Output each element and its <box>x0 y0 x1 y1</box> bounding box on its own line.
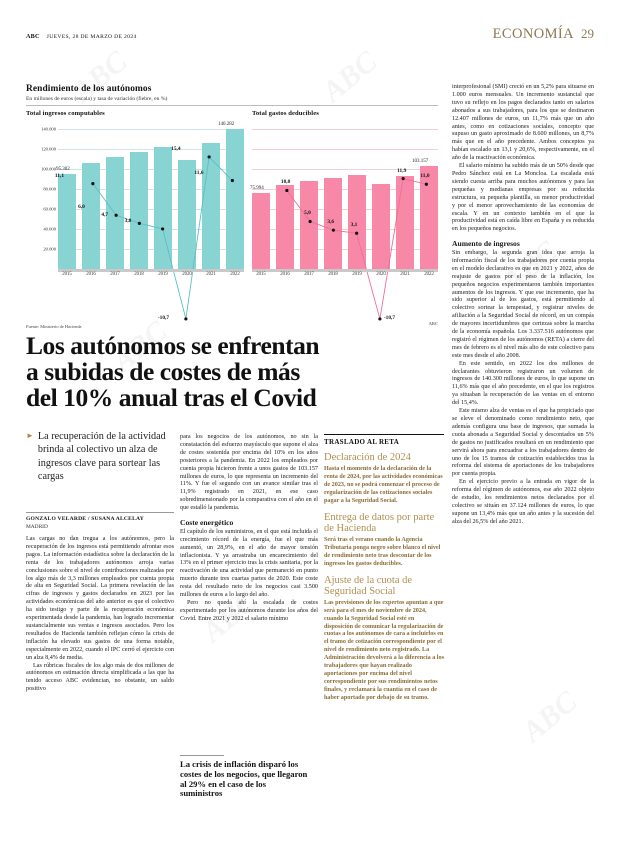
section-title: ECONOMÍA <box>492 26 574 42</box>
trend-point <box>332 229 335 232</box>
trend-point <box>184 317 187 320</box>
trend-point <box>425 183 428 186</box>
sidebar-item <box>324 452 444 506</box>
x-axis-tick: 2019 <box>352 272 362 277</box>
x-axis-tick: 2021 <box>400 272 410 277</box>
subheading-coste-energetico: Coste energético <box>180 518 234 528</box>
masthead-brand: ABC <box>26 33 40 40</box>
trend-value-label: 11,0 <box>420 173 430 180</box>
trend-value-label: 3,8 <box>124 217 132 224</box>
x-axis-tick: 2020 <box>182 272 192 277</box>
x-axis-tick: 2017 <box>110 272 120 277</box>
trend-point <box>355 232 358 235</box>
trend-value-label: 6,0 <box>78 204 85 211</box>
sidebar-item-heading: Ajuste de la cuota de Seguridad Social <box>324 574 413 597</box>
x-axis-tick: 2022 <box>424 272 434 277</box>
headline-line-3: del 10% anual tras el Covid <box>26 383 317 412</box>
byline <box>26 512 174 530</box>
sidebar-item <box>324 575 444 703</box>
trend-value-label: 3,1 <box>350 222 358 229</box>
sidebar-item-heading: Declaración de 2024 <box>324 452 411 463</box>
y-axis-left <box>26 119 58 269</box>
x-axis-tick: 2015 <box>256 272 266 277</box>
bar-value-label: 95.302 <box>56 166 70 172</box>
chart-ingresos <box>26 110 244 321</box>
trend-point <box>285 189 288 192</box>
byline-authors: GONZALO VELARDE / SUSANA ALCELAY <box>26 516 144 522</box>
sidebar-item-text: Hasta el momento de la declaración de la renta de 2024, por las actividades económicas de 2023, no se podrá comenzar el proceso de regularización de las cotizaciones sociales pagar a la Seguridad Social. <box>324 466 443 504</box>
trend-point <box>115 214 118 217</box>
trend-point <box>231 179 234 182</box>
headline-line-2: a subidas de costes de más <box>26 357 300 386</box>
paragraph: En el ejercicio previo a la entrada en vigor de la reforma del régimen de autónomos, ese año 2022 objeto de estudio, los rendimientos netos declarados por el colectivo se situán en 37.124 millones de euros, lo que supone un 13,4% más que un año antes y la sucesión del alza del 26,5% del año 2021. <box>452 479 594 525</box>
byline-divider <box>26 512 174 513</box>
bar-value-label: 140.282 <box>218 121 235 127</box>
trend-value-label: 3,6 <box>327 219 335 226</box>
x-axis-tick: 2015 <box>62 272 72 277</box>
x-axis-tick: 2017 <box>304 272 314 277</box>
body-column-1 <box>26 536 174 694</box>
paragraph: interprofesional (SMI) creció en un 5,2% para situarse en 1.000 euros mensuales. Un incremento sustancial que tuvo su reflejo en los pagos declarados tanto en salarios abonados a sus trabajadores, para los que se destinaron 12.407 millones de euros, un 11,7% más que un año antes, como en cotizaciones sociales, concepto que supuso un gasto aproximado de 8.600 millones, un 8,7% más que en el año precedente. Ambos conceptos ya habían escalado un 13,1 y 20,6%, respectivamente, en el año de la reactivación económica. <box>452 84 594 162</box>
bar-value-label: 75.994 <box>250 186 264 192</box>
trend-point <box>402 177 405 180</box>
trend-point <box>91 182 94 185</box>
x-axis-tick: 2022 <box>230 272 240 277</box>
byline-city: MADRID <box>26 524 48 530</box>
paragraph: El salario mínimo ha subido más de un 50% desde que Pedro Sánchez está en La Moncloa. La escalada está siendo cuesta arriba para muchos autónomos y para las pequeñas y medianas empresas por su reducida estructura, su pequeña plantilla, su menor productividad y por el menor aprovechamiento de las economías de escala. Y en un contexto también en el que la productividad está en caída libre en España y es reducida en los pequeños negocios. <box>452 163 594 233</box>
paragraph: Sin embargo, la segunda gran idea que arroja la información fiscal de los trabajadores por cuenta propia en el modelo declarativo es que en 2021 y 2022, años de reajuste de gastos por el peso de la inflación, los pequeños negocios experimentaron también importantes aumentos de los ingresos. Y que ese incremento, que ha sido superior al de los gastos, está permitiendo al colectivo sortear la tempestad, y registrar niveles de afiliación a la Seguridad Social de récord, en un compás de mayores incertidumbres que certezas sobre la marcha de la economía española. Los 3.337.516 autónomos que registró el régimen de los autónomos (RETA) a cierre del mes de febrero es el nivel más alto de este colectivo para este mes desde el año 2008. <box>452 249 594 359</box>
y-axis-tick: 20.000 <box>43 246 56 252</box>
trend-polyline <box>287 179 427 319</box>
trend-value-label: 11,9 <box>397 167 407 174</box>
page-number: 29 <box>581 26 594 41</box>
x-axis-left <box>58 272 244 277</box>
trend-point <box>378 317 381 320</box>
paragraph: para los negocios de los autónomos, no sin la constatación del esfuerzo mayúsculo que supone el alza de costes sostenida por encima del 10% en los años posteriores a la pandemia. En 2022 los empleados por cuenta propia hicieron frente a unos gastos de 103.157 millones de euros, lo que representa un incremento del 11%. Y fue el segundo con un avance similar tras el 11,9% registrado en 2021, en ese caso sobredimensionado por la comparativa con el año en el que estalló la pandemia. <box>180 434 318 512</box>
subheading-aumento-de-ingresos: Aumento de ingresos <box>452 239 520 249</box>
trend-value-label: -10,7 <box>383 314 396 321</box>
x-axis-tick: 2016 <box>86 272 96 277</box>
trend-value-label: 15,4 <box>171 145 181 152</box>
sidebar-traslado-al-reta <box>324 434 444 703</box>
pull-quote-text: La crisis de inflación disparó los costes de los negocios, que llegaron al 29% en el caso de los suministros <box>180 759 308 799</box>
masthead <box>26 26 594 43</box>
trend-point <box>138 222 141 225</box>
page-headline <box>26 333 318 411</box>
trend-value-label: 10,0 <box>280 179 291 186</box>
trend-point <box>208 155 211 158</box>
trend-point <box>309 220 312 223</box>
chart-gastos <box>250 110 438 321</box>
paragraph: En este sentido, en 2022 los dos millones de declarantes obtuvieron registraron un volumen de ingresos de 140.300 millones de euros, lo que supone un 11,6% más que el año precedente, en el que los registros ya situaban la recuperación de las ventas en el entorno del 15,4%. <box>452 360 594 407</box>
body-column-4 <box>452 84 594 527</box>
x-axis-tick: 2016 <box>280 272 290 277</box>
sidebar-item-text: Será tras el verano cuando la Agencia Tributaria ponga negro sobre blanco el nivel de rendimiento neto tras descontar de los ingresos los gastos deducibles. <box>324 536 441 567</box>
paragraph: Las rúbricas fiscales de los algo más de dos millones de autónomos en estimación directa simplificada a las que ha tenido acceso ABC evidencian, no obstante, un saldo positivo <box>26 662 174 693</box>
sidebar-item <box>324 512 444 569</box>
source-brand: ABC <box>428 321 438 326</box>
charts-row <box>26 110 438 321</box>
watermark <box>516 685 584 750</box>
graphic-subtitle: En millones de euros (escala) y tasa de variación (fiebre, en %) <box>26 96 168 102</box>
x-axis-tick: 2020 <box>376 272 386 277</box>
trend-value-label: -10,7 <box>157 314 170 321</box>
trend-line-left <box>58 119 244 337</box>
sidebar-item-heading: Entrega de datos por parte de Hacienda <box>324 511 435 534</box>
y-axis-tick: 60.000 <box>43 206 56 212</box>
trend-value-label: 11,6 <box>194 169 204 176</box>
paragraph: Las cargas no dan tregua a los autónomos, pero la recuperación de los ingresos está permitiendo afrontar esos pagos. La información estadística sobre la declaración de la renta de los trabajadores autónomos arroja varias conclusiones sobre el nivel de contribuciones realizadas por los algo más de 3,3 millones empleados por cuenta propia de alta en Seguridad Social. La primera revelación de las cifras de ingresos y gastos declarados en 2023 por las actividades económicas del año anterior es que el colectivo ha sido testigo y parte de la recuperación económica experimentada desde la pandemia, han logrado incrementar sustancialmente sus ventas e ingresos asociados. Pero los resultados de Hacienda también reflejan cómo la crisis de inflación ha elevado sus gastos de una forma notable, especialmente en 2022, cuando el IPC cerró el ejercicio con un alza 8,4% de media. <box>26 536 174 661</box>
lead-paragraph <box>26 430 174 484</box>
source-note: Fuente: Ministerio de Hacienda <box>26 324 82 329</box>
x-axis-tick: 2021 <box>206 272 216 277</box>
body-column-2 <box>180 434 318 624</box>
pull-quote <box>180 755 310 799</box>
chart-right-title: Total gastos deducibles <box>252 110 319 117</box>
paragraph: Pero no queda ahí la escalada de costes experimentado por los autónomos durante los años del Covid. Entre 2021 y 2022 el salario mínimo <box>180 599 318 622</box>
chart-left-title: Total ingresos computables <box>26 110 105 117</box>
y-axis-tick: 40.000 <box>43 226 56 232</box>
trend-point <box>161 227 164 230</box>
headline-line-1: Los autónomos se enfrentan <box>26 331 320 360</box>
graphic-title: Rendimiento de los autónomos <box>26 84 152 94</box>
sidebar-item-text: Las previsiones de los expertos apuntan a que será para el mes de noviembre de 2024, cuando la Seguridad Social esté en disposición de comunicar la regularización de cuotas a los autónomos de cara a incluirlos en el tramo de cotización correspondiente por el nivel de rendimiento neto registrado. La Administración devolverá a la diferencia a los trabajadores que hayan realizado aportaciones por encima del nivel correspondiente por sus rendimientos netos finales, y reclamará la cuantía en el caso de haber aportado por debajo de su tramo. <box>324 599 444 701</box>
infographic <box>26 84 438 329</box>
trend-value-label: 4,7 <box>101 212 109 219</box>
lead-text: La recuperación de la actividad brinda al colectivo un alza de ingresos clave para sortear las cargas <box>37 431 166 483</box>
y-axis-tick: 80.000 <box>43 186 56 192</box>
y-axis-tick: 140.000 <box>41 126 56 132</box>
y-axis-tick: 120.000 <box>41 146 56 152</box>
trend-polyline <box>93 157 233 319</box>
paragraph: Este mismo alza de ventas es el que ha propiciado que se eleve el denominado como rendimiento neto, que además configura una base de ingresos, que sumada la cuota abonada a Seguridad Social y descontados un 5% de gastos no justificados resultará en un rendimiento que servirá ahora para encuadrar a los trabajadores dentro de uno de los 15 tramos de cotización establecidos tras la reforma del sistema de aportaciones de los trabajadores por cuenta propia. <box>452 408 594 478</box>
pull-quote-divider <box>180 755 224 756</box>
masthead-date: JUEVES, 28 DE MARZO DE 2024 <box>46 34 137 40</box>
graphic-divider <box>26 105 438 106</box>
sidebar-top-rule <box>324 434 444 435</box>
x-axis-right <box>252 272 438 277</box>
x-axis-tick: 2018 <box>328 272 338 277</box>
trend-line-right <box>252 119 438 337</box>
paragraph: El capítulo de los suministros, en el que está incluida el crecimiento récord de la energía, fue el que más aumentó, un 28,9%, en el año de mayor tensión inflacionista. Y ya arrastraba un encarecimiento del 13% en el primer ejercicio tras la crisis sanitaria, por la reactivación de una actividad que permaneció en punto muerto durante tres cuartas partes de 2020. Este coste resta del resultado neto de los negocios casi 3.500 millones de euros a lo largo del año. <box>180 528 318 599</box>
bar-value-label: 103.157 <box>412 158 429 164</box>
y-axis-tick: 100.000 <box>41 166 56 172</box>
x-axis-tick: 2019 <box>158 272 168 277</box>
trend-value-label: 5,0 <box>304 210 311 217</box>
sidebar-kicker: TRASLADO AL RETA <box>324 438 400 446</box>
x-axis-tick: 2018 <box>134 272 144 277</box>
trend-value-label: 11,1 <box>54 172 65 179</box>
bullet-triangle-icon: ► <box>26 431 34 440</box>
